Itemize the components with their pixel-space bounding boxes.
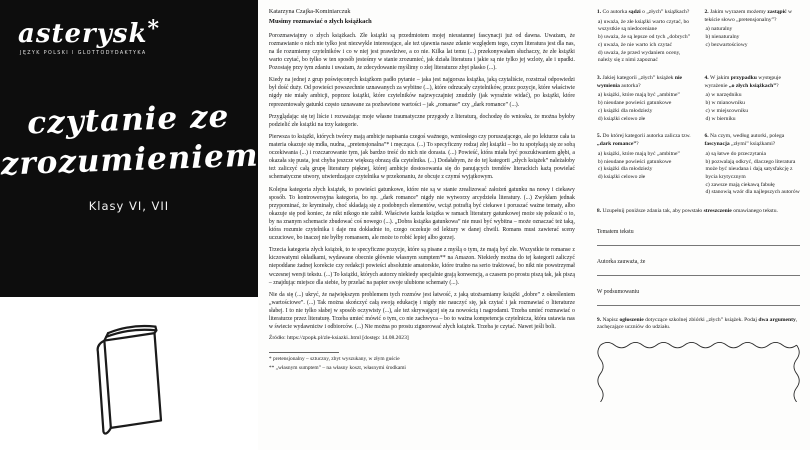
questions-column — [588, 0, 810, 450]
question-number: 4. — [704, 75, 711, 82]
book-icon — [81, 309, 176, 439]
question-option: d) w bierniku — [705, 115, 736, 122]
write-entry — [597, 259, 800, 276]
article-column — [258, 0, 588, 450]
question-option: b) nieudane powieści gatunkowe — [597, 100, 672, 107]
question-option: b) nienaturalny — [705, 34, 740, 41]
source-line: Źródło: https://zpopk.pl/zle-ksiazki..html [dostęp: 14.08.2023] — [268, 335, 409, 342]
question-option: a) uważa, że złe książki warto czytać, bo wszystkie są niedoceniane — [597, 18, 690, 33]
question-option: a) w narzędniku — [705, 92, 742, 99]
question — [704, 133, 800, 197]
article-paragraph: Trzecia kategoria złych książek, to te specyficzne pozycje, które są pisane z myślą o tym, że mają być złe. Wszystkie te romanse z kiczowatymi okładkami, wydawane obecnie głównie własnym sumptem** na Amazon. Niekiedy można do tej kategorii zaliczyć niepoddane żadnej korekcie czy redakcji powieści absolutnie amatorskie, które trudno na serio traktować, bo nikt nie powstrzymał wczesnej wersji tekstu. (...) To książki, których autorzy niekiedy specjalnie grają konwencją, a czasem po prostu piszą tak, jak piszą – znajdując miejsce dla siebie, by przelać na papier swoje ulubione schematy (...). — [268, 247, 575, 286]
footnote: * pretensjonalny – sztuczny, zbyt wyszukany, w złym guście — [268, 356, 400, 363]
question-option: a) książki, które mają być „ambitne” — [597, 92, 680, 99]
question — [597, 9, 693, 65]
question — [704, 75, 800, 123]
question-option: c) uważa, że nie warto ich czytać — [597, 41, 672, 48]
question-option: c) książki dla młodzieży — [597, 107, 653, 114]
logo-text: asterysk — [18, 19, 148, 49]
write-rule — [597, 297, 800, 306]
question-option: d) książki celowo złe — [597, 115, 646, 122]
article-paragraph: Porozmawiajmy o złych książkach. Złe książki są przedmiotem mojej nieustannej fascynacji już od dawna. Uważam, że rozmawianie o nich nie tylko jest niezwykle interesujące, ale też ujawnia nasze zdanie względem tego, czym literatura jest dla nas, na ile rozumiemy czytelników i co w niej jest prawdziwe, a co nie. Kilka lat temu (...) przekonywałam słuchaczy, że złe książki warto czytać, bo tylko w ten sposób jesteśmy w stanie zrozumieć, jak działa literatura i jakie są nie tylko jej wzloty, ale i upadki. Pozostaję przy tym zdaniu i uważam, że zdecydowanie myślimy o złej literaturze zbyt płasko (...). — [268, 32, 575, 72]
footnotes — [269, 356, 575, 372]
worksheet-title-line2: zrozumieniem — [0, 137, 260, 183]
grade-label: Klasy VI, VII — [88, 198, 170, 213]
write-entry — [597, 289, 800, 306]
question-option: b) uważa, że są lepsze od tych „dobrych” — [597, 34, 691, 41]
footnote-divider — [269, 352, 339, 353]
question-number: 3. — [596, 75, 603, 82]
write-rule — [597, 267, 800, 276]
write-label: Autorka zauważa, że — [596, 258, 646, 265]
asterisk-icon: * — [147, 16, 161, 42]
question-option: c) zawsze mają ciekawą fabułę — [705, 181, 775, 188]
sidebar-illustration-area — [0, 297, 258, 450]
article-body — [269, 32, 575, 332]
question — [597, 75, 693, 123]
article-author: Katarzyna Czajka-Kominiarczuk — [268, 8, 351, 15]
question-number: 5. — [596, 133, 603, 140]
task-9-stem: 9. Napisz ogłoszenie dotyczące szkolnej zbiórki „złych” książek. Podaj dwa argumenty, zachęcające uczniów do udziału. — [596, 316, 798, 331]
answer-box — [597, 338, 800, 402]
question-stem: 3. Jakiej kategorii „złych” książek nie wymienia autorka? — [596, 75, 683, 89]
question-option: c) w miejscowniku — [705, 107, 749, 114]
task-8-write-lines — [597, 229, 800, 306]
question-number: 1. — [596, 9, 603, 15]
task-8 — [597, 208, 800, 306]
question — [597, 133, 693, 197]
article-title: Musimy rozmawiać o złych książkach — [268, 17, 372, 25]
worksheet-title — [0, 96, 259, 186]
logo — [18, 16, 258, 49]
question-option: b) pozwalają odkryć, dlaczego literatura może być nieudana i dają satysfakcję z bycia krytycznym — [705, 158, 796, 180]
task-8-stem: 8. Uzupełnij poniższe zdania tak, aby powstało streszczenie omawianego tekstu. — [596, 208, 778, 215]
question-stem: 6. Na czym, według autorki, polega fascynacja „złymi” książkami? — [704, 133, 785, 148]
sidebar — [0, 0, 258, 450]
write-label: Tematem tekstu — [596, 228, 634, 235]
questions-grid — [597, 9, 800, 197]
article-paragraph: Nie da się (...) ukryć, że największym problemem tych rozmów jest łatwość, z jaką utożsamiamy książki „dobre” z określeniem „wartościowe”. (...) Tak można skończyć całą swoją edukację i nigdy nie nauczyć się, jak czytać i jak rozmawiać o literaturze słabej. I to nie tylko słabej w sposób oczywisty (...), ale też skrywającej się za nowością i nagrodami. Trzeba umieć rozmawiać o literaturze przez literaturę. Trzeba umieć mówić o tym, co nie zachwyca – bo to ważna kompetencja czytelnicza, która ustawia nas w świecie wydawnictw i odbiorców. (...) Nie można po prostu zignorować złych książek. Trzeba je czytać. Nawet jeśli boli. — [268, 291, 575, 331]
question-option: d) książki celowo złe — [597, 173, 646, 180]
logo-subtitle: JĘZYK POLSKI I GLOTTODYDAKTYKA — [20, 51, 147, 56]
question-stem: 2. Jakim wyrazem możemy zastąpić w tekście słowo „pretensjonalny”? — [704, 9, 793, 23]
worksheet-title-line1: czytanie ze — [26, 98, 230, 142]
question-option: c) książki dla młodzieży — [597, 166, 653, 173]
task-9 — [597, 317, 800, 402]
article-paragraph: Pierwsza to książki, których twórcy mają ambicje napisania czegoś ważnego, wzniosłego czy poruszającego, ale po lekturze cała ta materia okazuje się mdła, nudna, „pretensjonalna”* i męcząca. (...) To specyficzny rodzaj złej książki – bo tu spotykają się ze sobą oczekiwania (...) i rozczarowanie tym, jak bardzo treść do nich nie dorasta. (...) Powieść, która miała być poszukiwaniem głębi, a okazała się pusta, jest chyba jeszcze większą obrazą dla czytelnika. (...) Dodałabym, że do tej kategorii „złych książek” należałoby też zaliczyć całą grupę literatury pięknej, której ambicje dostosowania się do panujących trendów literackich każą powielać schematyczne utwory, utwierdzające czytelnika w przekonaniu, że obcuje z czymś wyjątkowym. — [268, 133, 575, 181]
question-option: a) są łatwe do przeczytania — [705, 150, 767, 157]
question-stem: 5. Do której kategorii autorka zalicza tzw. „dark romance”? — [596, 133, 691, 148]
article-paragraph: Kolejna kategoria złych książek, to powieści gatunkowe, które nie są w stanie zrealizować założeń gatunku na nowy i ciekawy sposób. To kontrowersyjna kategoria, bo np. „dark romance” nigdy nie wytworzy arcydzieła literatury. (...) Zwykłam jednak przypominać, że kryminały, choć składają się z podobnych elementów, wciąż potrafią być ciekawe i poruszać ważne tematy, albo okazuje się pod koniec, że nikt nikogo nie zabił. Właściwie każda książka w ramach literatury gatunkowej może się pokusić o to, by na znanym schemacie zbudować coś nowego (...). „Dobra książka gatunkowa” nie musi być wybitna – może oznaczać też taką, która rozumie czytelnika i daje mu dokładnie to, czego oczekuje od lektury w danej chwili. Romans musi zawierać sceny uczuciowe, bo inaczej nie byłby romansem, ale może to robić lepiej albo gorzej. — [268, 186, 575, 242]
task-number: 8. — [596, 208, 603, 215]
article-paragraph: Kiedy na jednej z grup poświęconych książkom padło pytanie – jaka jest najgorsza książka, jaką czytaliście, rozstrzał odpowiedzi był dość duży. Od powieści powszechnie uznawanych za wybitne (...), które odrzucały czytelników, przez pozycje, które właściwie nigdy nie miały ambicji, poprzez książki, które czytelników najzwyczajniej znudziły (jak wyraźnie widać), po książki, które reprezentowały gatunki często uznawane za pozbawione wartości – jak „romanse” czy „dark romance” (...). — [268, 77, 575, 108]
question-option: a) książki, które mają być „ambitne” — [597, 150, 680, 157]
question-option: d) uważa, że przed wydaniem oceny, należy się z nimi zapoznać — [597, 49, 681, 64]
task-number: 9. — [596, 316, 603, 323]
question-stem: 1. Co autorka sądzi o „złych” książkach? — [596, 9, 690, 15]
question-option: b) w mianowniku — [705, 100, 745, 107]
question-option: a) naturalny — [705, 26, 733, 33]
write-entry — [597, 229, 800, 246]
question-option: b) nieudane powieści gatunkowe — [597, 158, 672, 165]
question-number: 2. — [704, 9, 711, 15]
write-label: W podsumowaniu — [596, 288, 640, 295]
article-paragraph: Przyglądając się tej liście i rozważając moje własne traumatyczne przygody z literaturą, dochodzę do wniosku, że można byłoby podzielić złe książki na trzy kategorie. — [268, 113, 575, 128]
question-option: d) stanowią wzór dla najlepszych autorów — [705, 189, 800, 196]
question-stem: 4. W jakim przypadku występuje wyrażenie „o złych książkach”? — [704, 75, 781, 89]
sidebar-black-panel — [0, 0, 258, 297]
write-rule — [597, 237, 800, 246]
question-number: 6. — [704, 133, 711, 140]
question — [704, 9, 800, 65]
footnote: ** „własnym sumptem” – na własny koszt, własnymi środkami — [268, 364, 406, 371]
question-option: c) bezwartościowy — [705, 41, 748, 48]
